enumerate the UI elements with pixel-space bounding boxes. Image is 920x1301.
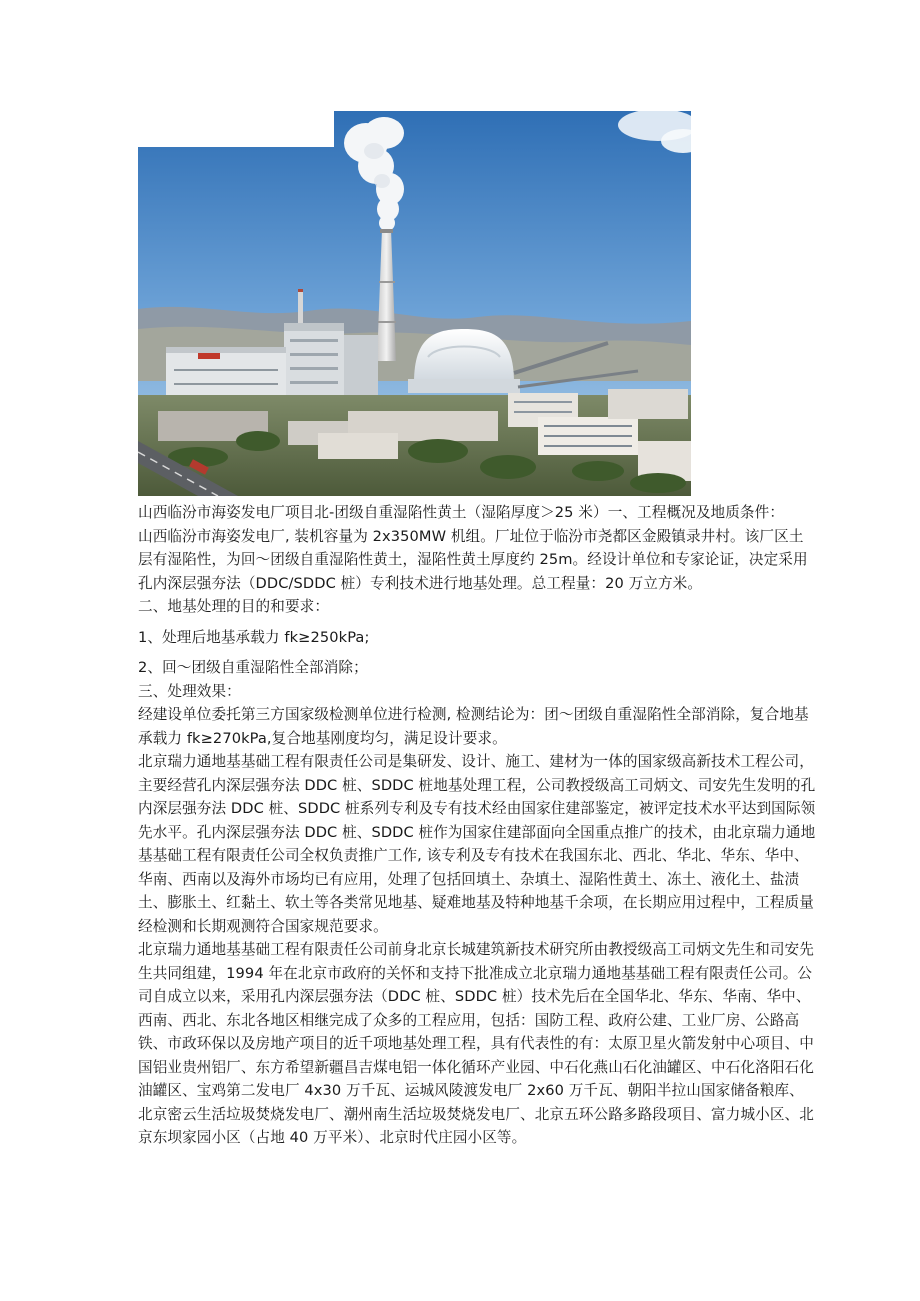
company-history: 北京瑞力通地基基础工程有限责任公司前身北京长城建筑新技术研究所由教授级高工司炳文先生和司安先生共同组建，1994 年在北京市政府的关怀和支持下批准成立北京瑞力通地基基础工程有限责任公司。公司自成立以来，采用孔内深层强夯法（DDC 桩、SDDC 桩）技术先后在全国华北、华东、华南、华中、西南、西北、东北各地区相继完成了众多的工程应用，包括：国防工程、政府公建、工业厂房、公路高铁、市政环保以及房地产项目的近千项地基处理工程，具有代表性的有：太原卫星火箭发射中心项目、中国铝业贵州铝厂、东方希望新疆昌吉煤电铝一体化循环产业园、中石化燕山石化油罐区、中石化洛阳石化油罐区、宝鸡第二发电厂 4x30 万千瓦、运城风陵渡发电厂 2x60 万千瓦、朝阳半拉山国家储备粮库、北京密云生活垃圾焚烧发电厂、潮州南生活垃圾焚烧发电厂、北京五环公路多路段项目、富力城小区、北京东坝家园小区（占地 40 万平米）、北京时代庄园小区等。 — [138, 941, 814, 1146]
project-overview: 山西临汾市海姿发电厂, 装机容量为 2x350MW 机组。厂址位于临汾市尧都区金殿镇录井村。该厂区土层有湿陷性，为回～团级自重湿陷性黄土，湿陷性黄土厚度约 25m。经设计单位和专家论证，决定采用孔内深层强夯法（DDC/SDDC 桩）专利技术进行地基处理。总工程量：20 万立方米。 — [138, 527, 808, 592]
requirement-item-1: 1、处理后地基承载力 fk≥250kPa; — [138, 628, 370, 646]
requirement-item-2: 2、回～团级自重湿陷性全部消除； — [138, 659, 368, 676]
section-3-heading: 三、处理效果： — [138, 682, 241, 700]
power-plant-photo — [138, 111, 691, 496]
company-introduction: 北京瑞力通地基基础工程有限责任公司是集研发、设计、施工、建材为一体的国家级高新技术工程公司，主要经营孔内深层强夯法 DDC 桩、SDDC 桩地基处理工程，公司教授级高工司炳文、司安先生发明的孔内深层强夯法 DDC 桩、SDDC 桩系列专利及专有技术经由国家住建部鉴定，被评定技术水平达到国际领先水平。孔内深层强夯法 DDC 桩、SDDC 桩作为国家住建部面向全国重点推广的技术，由北京瑞力通地基基础工程有限责任公司全权负责推广工作, 该专利及专有技术在我国东北、西北、华北、华东、华中、华南、西南以及海外市场均已有应用，处理了包括回填土、杂填土、湿陷性黄土、冻土、液化土、盐渍土、膨胀土、红黏土、软土等各类常见地基、疑难地基及特种地基千余项，在长期应用过程中，工程质量经检测和长期观测符合国家规范要求。 — [138, 753, 816, 935]
treatment-effect: 经建设单位委托第三方国家级检测单位进行检测, 检测结论为：团～团级自重湿陷性全部消除，复合地基承载力 fk≥270kPa,复合地基刚度均匀，满足设计要求。 — [138, 706, 809, 747]
section-2-heading: 二、地基处理的目的和要求： — [138, 598, 330, 615]
document-body — [138, 501, 818, 1150]
photo-caption-title: 山西临汾市海姿发电厂项目北-团级自重湿陷性黄土（湿陷厚度＞25 米）一、工程概况及地质条件： — [138, 504, 785, 521]
